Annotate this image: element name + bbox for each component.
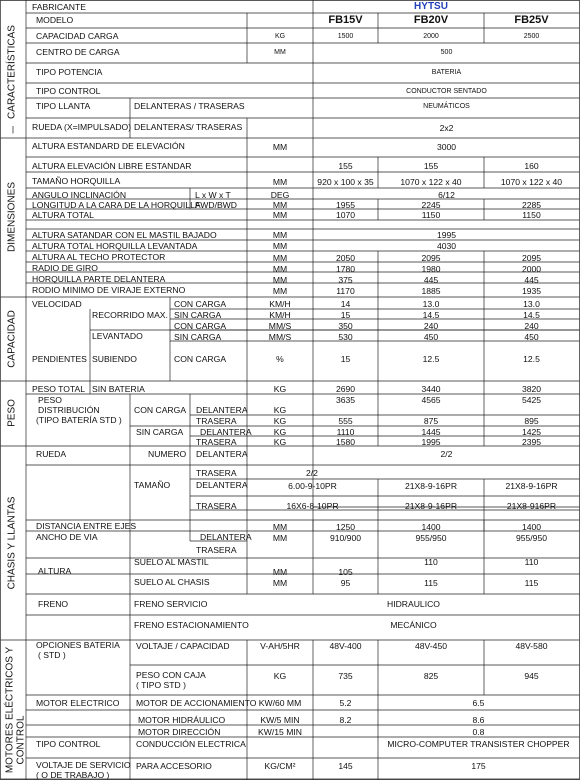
value-cell: 2500 xyxy=(523,33,540,40)
unit-cell: MM xyxy=(272,264,288,274)
row-sublabel: CONDUCCIÓN ELECTRICA xyxy=(136,739,246,749)
row-label: VELOCIDAD xyxy=(32,299,82,309)
row-sublabel: L x W x T xyxy=(195,190,231,200)
row-sublabel: FRENO SERVICIO xyxy=(134,599,208,609)
row-label: MOTOR ELECTRICO xyxy=(36,698,120,708)
value-cell: NEUMÁTICOS xyxy=(423,103,470,110)
value-cell: 5.2 xyxy=(339,698,352,708)
value-cell: 955/950 xyxy=(415,533,447,543)
value-cell: 450 xyxy=(524,332,539,342)
value-cell: 155 xyxy=(423,161,439,171)
value-cell: 2050 xyxy=(335,253,356,263)
value-cell: 16X6-8-10PR xyxy=(286,501,339,511)
value-cell: 1935 xyxy=(521,286,542,296)
value-cell: 95 xyxy=(340,578,351,588)
unit-cell: MM xyxy=(272,210,288,220)
value-cell: 12.5 xyxy=(523,354,540,364)
value-cell: 4565 xyxy=(421,395,441,405)
value-cell: 1400 xyxy=(421,522,441,532)
brand-name: HYTSU xyxy=(414,1,448,12)
value-cell: 48V-400 xyxy=(329,641,362,651)
value-cell: 1400 xyxy=(521,522,542,532)
unit-cell: KW/60 MM xyxy=(258,698,302,708)
row-sublabel: SIN CARGA xyxy=(174,332,222,342)
model-name: FB15V xyxy=(328,14,363,26)
value-cell: 445 xyxy=(524,275,539,285)
row-label: LONGITUD A LA CARA DE LA HORQUILLA xyxy=(32,200,201,210)
unit-cell: % xyxy=(276,354,284,364)
row-label: ALTURA xyxy=(38,566,72,576)
unit-cell: KG xyxy=(273,405,287,415)
row-sublabel: SIN BATERIA xyxy=(92,384,145,394)
value-cell: HIDRAULICO xyxy=(386,599,440,609)
unit-cell: KG xyxy=(273,437,287,447)
value-cell: 1980 xyxy=(421,264,441,274)
row-label: ALTURA TOTAL HORQUILLA LEVANTADA xyxy=(32,241,198,251)
modelo-label: MODELO xyxy=(36,15,74,25)
value-cell: 1445 xyxy=(421,427,441,437)
section-control: CONTROL xyxy=(15,715,27,765)
value-cell: 115 xyxy=(424,578,438,588)
value-cell: 500 xyxy=(440,49,453,56)
value-cell: 3820 xyxy=(521,384,542,394)
value-cell: 2/2 xyxy=(306,468,318,478)
value-cell: 1170 xyxy=(336,286,355,296)
unit-cell: V-AH/5HR xyxy=(260,641,300,651)
row-label: CAPACIDAD CARGA xyxy=(36,31,119,41)
unit-cell: MM xyxy=(272,253,288,263)
value-cell: 155 xyxy=(338,161,353,171)
value-cell: 1150 xyxy=(421,210,441,220)
section-chasis: CHASIS Y LLANTAS xyxy=(6,496,18,590)
value-cell: 5425 xyxy=(521,395,542,405)
unit-cell: MM xyxy=(274,49,286,56)
value-cell: 895 xyxy=(524,416,539,426)
row-sublabel: TRASERA xyxy=(196,501,237,511)
row-label: DISTANCIA ENTRE EJES xyxy=(36,521,137,531)
value-cell: 2x2 xyxy=(439,123,454,133)
section-dimensiones: DIMENSIONES xyxy=(6,181,18,253)
row-label: ALTURA SATANDAR CON EL MASTIL BAJADO xyxy=(32,230,217,240)
value-cell: 110 xyxy=(424,557,438,567)
value-cell: 555 xyxy=(338,416,353,426)
row-label: ANCHO DE VIA xyxy=(36,532,98,542)
value-cell: MICRO-COMPUTER TRANSISTER CHOPPER xyxy=(387,739,570,749)
unit-cell: MM/S xyxy=(268,332,292,342)
section-caracteristicas: CARACTERÍSTICAS xyxy=(6,25,18,119)
unit-cell: MM xyxy=(272,241,288,251)
row-label: PESO xyxy=(38,395,62,405)
value-cell: 2/2 xyxy=(440,449,453,459)
value-cell: 1110 xyxy=(336,427,355,437)
row-label: TIPO CONTROL xyxy=(36,86,101,96)
value-cell: 21X8-916PR xyxy=(506,501,557,511)
row-label: RUEDA xyxy=(36,449,67,459)
row-label: ALTURA ELEVACIÓN LIBRE ESTANDAR xyxy=(32,161,192,171)
row-label: ALTURA AL TECHO PROTECTOR xyxy=(32,252,166,262)
unit-cell: MM/S xyxy=(268,321,292,331)
value-cell: 2395 xyxy=(521,437,542,447)
row-sublabel: PESO CON CAJA xyxy=(136,670,206,680)
value-cell: 15 xyxy=(340,354,351,364)
value-cell: 3440 xyxy=(421,384,441,394)
value-cell: 1995 xyxy=(436,230,457,240)
row-sublabel: ( TIPO STD ) xyxy=(136,680,186,690)
value-cell: 825 xyxy=(423,671,439,681)
value-cell: 21X8-9-16PR xyxy=(404,501,458,511)
value-cell: MECÁNICO xyxy=(390,620,437,630)
value-cell: 910/900 xyxy=(329,533,362,543)
unit-cell: KG/CM² xyxy=(264,761,296,771)
value-cell: 145 xyxy=(338,761,353,771)
row-sublabel: RECORRIDO MAX. xyxy=(92,310,168,320)
value-cell: 3000 xyxy=(436,142,457,152)
row-label: (TIPO BATERÍA STD ) xyxy=(36,415,122,425)
value-cell: 955/950 xyxy=(515,533,548,543)
value-cell: 2690 xyxy=(335,384,356,394)
value-cell: 1955 xyxy=(335,200,356,210)
row-label: HORQUILLA PARTE DELANTERA xyxy=(32,274,166,284)
value-cell: 2095 xyxy=(421,253,441,263)
unit-cell: KW/15 MIN xyxy=(258,727,302,737)
value-cell: 240 xyxy=(524,321,539,331)
value-cell: CONDUCTOR SENTADO xyxy=(406,88,487,95)
value-cell: 2095 xyxy=(521,253,542,263)
row-sublabel: MOTOR HIDRÁULICO xyxy=(138,715,226,725)
value-cell: 12.5 xyxy=(422,354,440,364)
unit-cell: MM xyxy=(272,286,288,296)
unit-cell: KG xyxy=(273,416,287,426)
unit-cell: DEG xyxy=(270,190,290,200)
unit-cell: KW/5 MIN xyxy=(260,715,300,725)
unit-cell: MM xyxy=(272,522,288,532)
value-cell: 6.00-9-10PR xyxy=(288,481,337,491)
value-cell: 48V-580 xyxy=(515,641,548,651)
value-cell: 0.8 xyxy=(472,727,485,737)
section-motores: MOTORES ELÉCTRICOS Y xyxy=(4,646,16,774)
value-cell: 13.0 xyxy=(422,299,440,309)
value-cell: 8.2 xyxy=(339,715,352,725)
row-sublabel: FWD/BWD xyxy=(195,200,238,210)
value-cell: BATERIA xyxy=(431,69,462,76)
value-cell: 920 x 100 x 35 xyxy=(317,177,374,187)
row-sublabel: SUELO AL MASTIL xyxy=(134,557,209,567)
row-label: ANGULO INCLINACIÓN xyxy=(32,190,127,200)
row-sublabel: DELANTERAS/ TRASERAS xyxy=(134,122,243,132)
value-cell: 1070 x 122 x 40 xyxy=(400,177,462,187)
value-cell: 1425 xyxy=(521,427,542,437)
unit-cell: KG xyxy=(273,671,287,681)
row-sublabel: TAMAÑO xyxy=(134,480,171,490)
row-sublabel: DELANTERA xyxy=(196,449,248,459)
row-sublabel: CON CARGA xyxy=(174,354,227,364)
value-cell: 21X8-9-16PR xyxy=(505,481,558,491)
value-cell: 1995 xyxy=(421,437,441,447)
row-label: ( STD ) xyxy=(38,650,66,660)
value-cell: 175 xyxy=(471,761,486,771)
row-sublabel: MOTOR DIRECCIÓN xyxy=(138,727,221,737)
row-label: OPCIONES BATERIA xyxy=(36,640,120,650)
value-cell: 14.5 xyxy=(422,310,440,320)
row-label: TIPO CONTROL xyxy=(36,739,101,749)
value-cell: 14 xyxy=(340,299,351,309)
value-cell: 240 xyxy=(423,321,439,331)
row-label: RODIO MINIMO DE VIRAJE EXTERNO xyxy=(32,285,186,295)
unit-cell: MM xyxy=(272,142,288,152)
row-sublabel: TRASERA xyxy=(196,468,237,478)
value-cell: 2000 xyxy=(423,33,439,40)
row-sublabel: SIN CARGA xyxy=(136,427,184,437)
value-cell: 1070 x 122 x 40 xyxy=(500,177,563,187)
row-sublabel: CON CARGA xyxy=(174,321,227,331)
row-sublabel: SIN CARGA xyxy=(174,310,222,320)
value-cell: 21X8-9-16PR xyxy=(404,481,458,491)
value-cell: 2285 xyxy=(521,200,542,210)
value-cell: 110 xyxy=(524,557,539,567)
value-cell: 945 xyxy=(524,671,539,681)
value-cell: 4030 xyxy=(436,241,457,251)
value-cell: 3635 xyxy=(335,395,356,405)
value-cell: 15 xyxy=(340,310,351,320)
value-cell: 1780 xyxy=(335,264,356,274)
model-name: FB25V xyxy=(514,14,549,26)
value-cell: 735 xyxy=(338,671,353,681)
model-name: FB20V xyxy=(413,14,449,26)
row-sublabel: FRENO ESTACIONAMIENTO xyxy=(134,620,249,630)
value-cell: 13.0 xyxy=(523,299,540,309)
row-sublabel: LEVANTADO xyxy=(92,331,143,341)
row-label: TIPO POTENCIA xyxy=(36,67,103,77)
row-label: PESO TOTAL xyxy=(32,384,86,394)
value-cell: 1250 xyxy=(335,522,356,532)
unit-cell: MM xyxy=(272,567,288,577)
value-cell: 1580 xyxy=(335,437,356,447)
value-cell: 450 xyxy=(423,332,439,342)
row-sublabel: VOLTAJE / CAPACIDAD xyxy=(136,641,230,651)
value-cell: 48V-450 xyxy=(414,641,448,651)
row-sublabel: TRASERA xyxy=(196,437,237,447)
value-cell: 160 xyxy=(524,161,539,171)
row-label: FRENO xyxy=(38,599,69,609)
row-label: DISTRIBUCIÓN xyxy=(38,405,100,415)
row-label: ALTURA ESTANDARD DE ELEVACIÓN xyxy=(32,141,185,151)
row-sublabel: NUMERO xyxy=(148,449,187,459)
row-sublabel: PARA ACCESORIO xyxy=(136,761,212,771)
value-cell: 105 xyxy=(338,567,353,577)
row-sublabel: CON CARGA xyxy=(134,405,187,415)
row-sublabel: DELANTERAS / TRASERAS xyxy=(134,101,245,111)
value-cell: 6/12 xyxy=(438,190,455,200)
row-label: TIPO LLANTA xyxy=(36,101,91,111)
unit-cell: MM xyxy=(272,230,288,240)
row-label: RUEDA (X=IMPULSADO) xyxy=(32,122,132,132)
unit-cell: KM/H xyxy=(269,299,291,309)
unit-cell: MM xyxy=(272,533,288,543)
row-sublabel: MOTOR DE ACCIONAMIENTO xyxy=(136,698,257,708)
unit-cell: KG xyxy=(273,384,287,394)
value-cell: 6.5 xyxy=(472,698,485,708)
section-capacidad: CAPACIDAD xyxy=(6,310,18,368)
row-sublabel: SUELO AL CHASIS xyxy=(134,577,210,587)
value-cell: 115 xyxy=(524,578,539,588)
unit-cell: MM xyxy=(272,578,288,588)
row-sublabel: DELANTERA xyxy=(196,405,248,415)
value-cell: 2245 xyxy=(421,200,441,210)
row-sublabel: DELANTERA xyxy=(196,480,248,490)
row-sublabel: DELANTERA xyxy=(200,532,252,542)
row-label: RADIO DE GIRO xyxy=(32,263,98,273)
row-label: VOLTAJE DE SERVICIO xyxy=(36,760,131,770)
unit-cell: MM xyxy=(272,177,288,187)
value-cell: 1500 xyxy=(337,33,354,40)
unit-cell: KG xyxy=(274,33,286,40)
value-cell: 1885 xyxy=(421,286,441,296)
value-cell: 2000 xyxy=(521,264,542,274)
unit-cell: MM xyxy=(272,200,288,210)
value-cell: 530 xyxy=(338,332,353,342)
value-cell: 875 xyxy=(423,416,439,426)
value-cell: 1150 xyxy=(522,210,541,220)
value-cell: 445 xyxy=(423,275,439,285)
value-cell: 375 xyxy=(338,275,353,285)
value-cell: 1070 xyxy=(335,210,356,220)
row-sublabel: SUBIENDO xyxy=(92,354,137,364)
row-label: ( O DE TRABAJO ) xyxy=(36,770,110,780)
row-sublabel: TRASERA xyxy=(196,416,237,426)
section-peso: PESO xyxy=(6,399,18,427)
unit-cell: KM/H xyxy=(269,310,291,320)
value-cell: 8.6 xyxy=(472,715,485,725)
row-sublabel: DELANTERA xyxy=(200,427,252,437)
row-label: CENTRO DE CARGA xyxy=(36,47,120,57)
row-label: ALTURA TOTAL xyxy=(32,210,94,220)
fabricante-label: FABRICANTE xyxy=(32,2,86,12)
row-label: TAMAÑO HORQUILLA xyxy=(32,176,121,186)
row-sublabel: CON CARGA xyxy=(174,299,227,309)
unit-cell: MM xyxy=(272,275,288,285)
unit-cell: KG xyxy=(273,427,287,437)
value-cell: 14.5 xyxy=(523,310,540,320)
value-cell: 350 xyxy=(338,321,353,331)
row-label: PENDIENTES xyxy=(32,354,87,364)
row-sublabel: TRASERA xyxy=(196,545,237,555)
section-mark: | xyxy=(11,124,15,134)
